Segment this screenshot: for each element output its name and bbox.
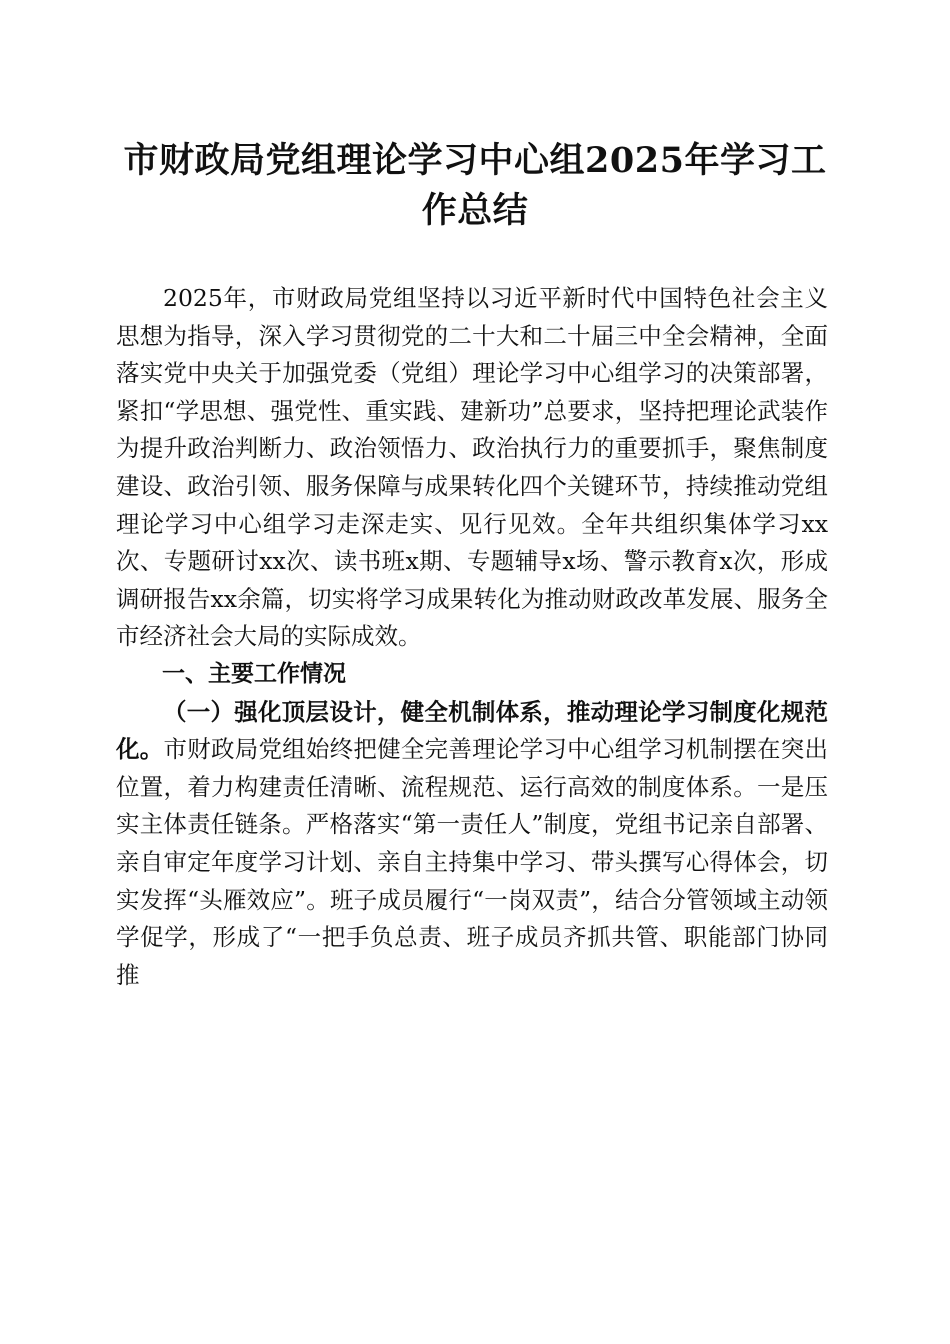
section-heading-main-work: 一、主要工作情况 [162,660,346,687]
intro-paragraph: 2025年，市财政局党组坚持以习近平新时代中国特色社会主义思想为指导，深入学习贯彻党的二十大和二十届三中全会精神，全面落实党中央关于加强党委（党组）理论学习中心组学习的决策部署，紧扣“学思想、强党性、重实践、建新功”总要求，坚持把理论武装作为提升政治判断力、政治领悟力、政治执行力的重要抓手，聚焦制度建设、政治引领、服务保障与成果转化四个关键环节，持续推动党组理论学习中心组学习走深走实、见行见效。全年共组织集体学习xx次、专题研讨xx次、读书班x期、专题辅导x场、警示教育x次，形成调研报告xx余篇，切实将学习成果转化为推动财政改革发展、服务全市经济社会大局的实际成效。 [116,284,828,651]
subsection-text-1: 市财政局党组始终把健全完善理论学习中心组学习机制摆在突出位置，着力构建责任清晰、流程规范、运行高效的制度体系。一是压实主体责任链条。严格落实“第一责任人”制度，党组书记亲自部署、亲自审定年度学习计划、亲自主持集中学习、带头撰写心得体会，切实发挥“头雁效应”。班子成员履行“一岗双责”，结合分管领域主动领学促学，形成了“一把手负总责、班子成员齐抓共管、职能部门协同推 [116,735,829,989]
subsection-paragraph-1 [116,694,828,995]
document-title: 市财政局党组理论学习中心组2025年学习工作总结 [123,140,827,231]
document-body [116,280,828,994]
subsection-heading-1: （一）强化顶层设计，健全机制体系，推动理论学习制度化规范化。 [116,697,828,764]
